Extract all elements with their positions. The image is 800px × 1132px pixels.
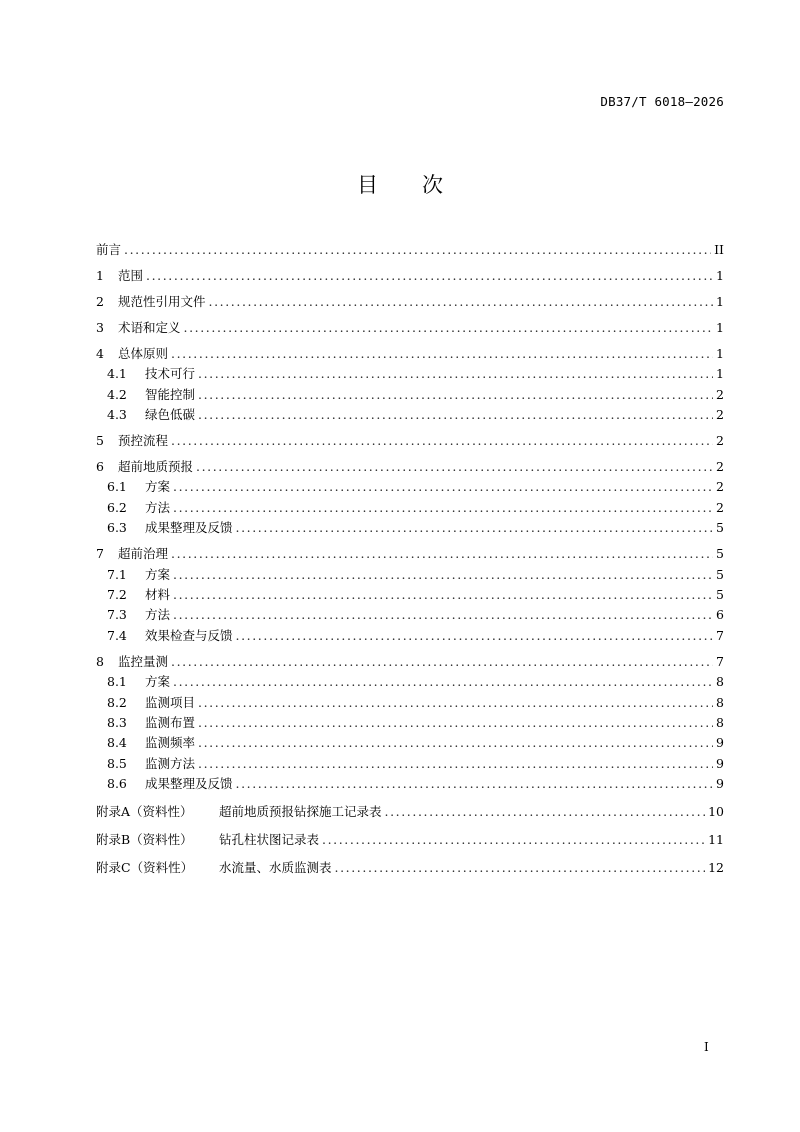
toc-entry-label: 超前地质预报钻探施工记录表 [219,803,382,819]
toc-entry[interactable] [96,518,724,538]
toc-leader-dots [209,292,713,312]
toc-entry[interactable] [96,431,724,451]
toc-appendix-tag: 附录C（资料性） [96,859,194,875]
toc-leader-dots [198,385,713,405]
toc-entry-label: 前言 [96,242,122,257]
toc-entry-page: 5 [716,520,724,536]
toc-entry-label: 监控量测 [118,653,169,669]
toc-entry-number: 8.1 [107,674,127,690]
toc-entry[interactable] [96,477,724,497]
toc-entry-number: 6.2 [107,499,127,515]
toc-entry-number: 6.3 [107,520,127,536]
toc-entry[interactable] [96,829,724,851]
title-part-2: 次 [422,173,443,197]
toc-entry[interactable] [96,733,724,753]
toc-entry[interactable] [96,344,724,364]
toc-entry-label: 方案 [145,674,171,690]
toc-entry-number: 8.6 [107,776,127,792]
toc-entry-number: 7 [96,546,104,562]
toc-entry-label: 材料 [145,587,171,603]
toc-entry-page: 9 [716,755,724,771]
toc-entry-label: 方法 [145,499,171,515]
toc-entry-label: 方案 [145,566,171,582]
toc-entry-page: 5 [716,587,724,603]
toc-entry-page: 2 [716,386,724,402]
toc-leader-dots [171,652,713,672]
toc-entry-page: 7 [716,653,724,669]
toc-entry-label: 钻孔柱状图记录表 [219,831,320,847]
toc-entry-number: 8.4 [107,735,127,751]
toc-entry-number: 7.2 [107,587,127,603]
toc-leader-dots [173,605,713,625]
toc-entry-number: 2 [96,293,104,309]
toc-leader-dots [196,457,713,477]
toc-entry-label: 监测方法 [145,755,196,771]
toc-entry[interactable] [96,585,724,605]
toc-entry-label: 监测项目 [145,694,196,710]
toc-leader-dots [171,544,713,564]
toc-entry-page: 11 [708,831,724,847]
toc-entry-label: 总体原则 [118,345,169,361]
toc-entry-number: 5 [96,433,104,449]
toc-entry-page: 2 [716,459,724,475]
toc-entry-label: 成果整理及反馈 [145,520,233,536]
toc-leader-dots [173,672,713,692]
toc-entry[interactable] [96,498,724,518]
toc-entry-number: 3 [96,319,104,335]
toc-entry[interactable] [96,857,724,879]
toc-appendix-tag: 附录A（资料性） [96,803,193,819]
toc-entry[interactable] [96,754,724,774]
toc-entry-number: 7.4 [107,627,127,643]
toc-entry-number: 8.2 [107,694,127,710]
toc-leader-dots [173,477,713,497]
toc-leader-dots [173,498,713,518]
toc-entry-label: 范围 [118,267,144,283]
toc-entry-label: 技术可行 [145,366,196,382]
toc-entry-number: 8.5 [107,755,127,771]
toc-entry-label: 绿色低碳 [145,407,196,423]
toc-entry-number: 6.1 [107,479,127,495]
toc-entry[interactable] [96,565,724,585]
toc-entry-page: 1 [716,319,724,335]
toc-entry-page: 5 [716,566,724,582]
toc-entry-label: 效果检查与反馈 [145,627,233,643]
page-title [0,170,800,200]
toc-entry-page: 7 [716,627,724,643]
toc-entry-number: 8 [96,653,104,669]
toc-entry-number: 4 [96,345,104,361]
toc-entry-page: 1 [716,345,724,361]
toc-entry-page: 2 [716,499,724,515]
toc-entry-number: 8.3 [107,714,127,730]
toc-entry-label: 规范性引用文件 [118,293,206,309]
toc-entry-label: 成果整理及反馈 [145,776,233,792]
toc-entry-page: II [714,242,724,257]
toc-entry-page: 2 [716,407,724,423]
toc-entry-label: 超前地质预报 [118,459,194,475]
toc-entry-page: 6 [716,607,724,623]
toc-leader-dots [124,240,711,260]
toc-entry-number: 7.3 [107,607,127,623]
toc-entry-number: 4.3 [107,407,127,423]
footer-page-number: I [704,1040,709,1054]
toc-entry-page: 8 [716,674,724,690]
title-part-1: 目 [357,173,378,197]
toc-leader-dots [198,733,713,753]
toc-entry-label: 术语和定义 [118,319,181,335]
toc-entry-page: 8 [716,714,724,730]
toc-entry[interactable] [96,544,724,564]
toc-entry-page: 1 [716,366,724,382]
toc-leader-dots [198,405,713,425]
toc-entry[interactable] [96,626,724,646]
toc-leader-dots [173,585,713,605]
toc-leader-dots [198,364,713,384]
toc-entry[interactable] [96,774,724,794]
toc-entry-label: 超前治理 [118,546,169,562]
toc-entry-number: 1 [96,267,104,283]
document-code: DB37/T 6018—2026 [600,94,724,109]
toc-entry[interactable] [96,385,724,405]
toc-leader-dots [184,318,713,338]
toc-entry-page: 8 [716,694,724,710]
toc-leader-dots [236,774,713,794]
toc-entry-page: 2 [716,479,724,495]
toc-leader-dots [171,431,713,451]
toc-entry-label: 方法 [145,607,171,623]
toc-entry-number: 4.1 [107,366,127,382]
toc-entry[interactable] [96,266,724,286]
toc-entry-label: 方案 [145,479,171,495]
toc-entry[interactable] [96,292,724,312]
toc-leader-dots [173,565,713,585]
toc-entry-number: 7.1 [107,566,127,582]
toc-entry-label: 预控流程 [118,433,169,449]
toc-entry-page: 9 [716,735,724,751]
toc-entry-label: 监测频率 [145,735,196,751]
toc-entry-page: 12 [708,859,724,875]
table-of-contents [96,240,724,879]
toc-entry[interactable] [96,693,724,713]
toc-entry[interactable] [96,605,724,625]
toc-entry-number: 6 [96,459,104,475]
toc-entry-label: 监测布置 [145,714,196,730]
toc-entry[interactable] [96,318,724,338]
toc-entry-page: 9 [716,776,724,792]
toc-entry-page: 5 [716,546,724,562]
toc-entry[interactable] [96,405,724,425]
toc-leader-dots [236,518,713,538]
toc-entry-page: 2 [716,433,724,449]
toc-appendix-tag: 附录B（资料性） [96,831,193,847]
toc-entry-page: 1 [716,267,724,283]
toc-entry-page: 1 [716,293,724,309]
toc-leader-dots [322,829,705,851]
toc-leader-dots [198,693,713,713]
toc-entry[interactable] [96,364,724,384]
toc-leader-dots [198,754,713,774]
toc-leader-dots [171,344,713,364]
toc-entry[interactable] [96,457,724,477]
toc-entry[interactable] [96,240,724,260]
toc-leader-dots [335,857,706,879]
toc-entry-label: 水流量、水质监测表 [219,859,332,875]
toc-entry-number: 4.2 [107,386,127,402]
toc-leader-dots [146,266,713,286]
toc-entry-label: 智能控制 [145,386,196,402]
toc-leader-dots [236,626,713,646]
toc-leader-dots [198,713,713,733]
toc-entry[interactable] [96,672,724,692]
toc-entry-page: 10 [708,803,724,819]
toc-entry[interactable] [96,652,724,672]
toc-entry[interactable] [96,713,724,733]
toc-leader-dots [385,801,706,823]
toc-entry[interactable] [96,801,724,823]
